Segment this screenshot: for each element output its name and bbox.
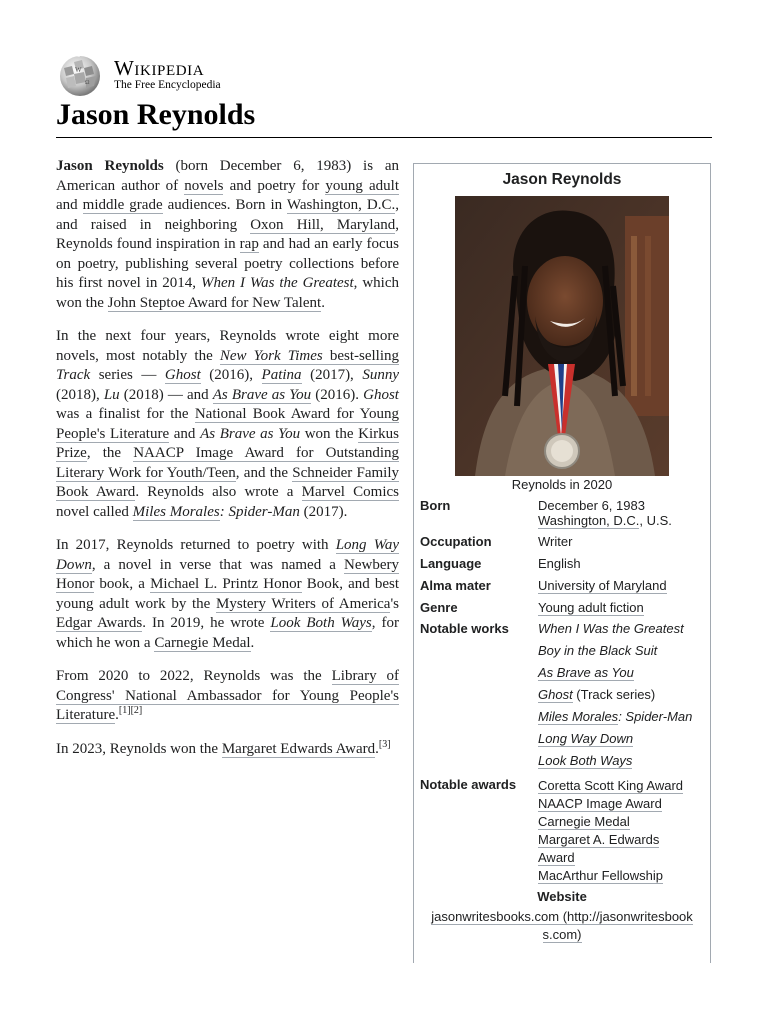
link-text: Miles Morales	[132, 503, 220, 520]
link-award-margaret-edwards-2[interactable]: Award	[538, 850, 575, 865]
award-item	[538, 777, 704, 795]
text: , the	[86, 445, 134, 461]
text: In 2017, Reynolds returned to poetry with	[56, 537, 336, 553]
work-item	[538, 662, 704, 684]
work-item: Boy in the Black Suit	[538, 643, 658, 658]
occupation-value: Writer	[538, 534, 573, 549]
text: , U.S.	[639, 513, 672, 528]
text: and poetry for	[223, 177, 326, 194]
infobox-row-notable-awards	[414, 777, 710, 885]
link-rap[interactable]: rap	[239, 236, 259, 252]
citation-link[interactable]: [2]	[130, 705, 143, 716]
book-title: Lu	[103, 386, 120, 403]
text: In 2023, Reynolds won the	[56, 740, 222, 757]
work-item	[538, 728, 704, 750]
text: (Track series)	[572, 687, 656, 702]
citation-link[interactable]: [1]	[118, 705, 131, 716]
infobox-row-born	[414, 498, 710, 528]
infobox-row-genre	[414, 600, 710, 615]
link-award-carnegie[interactable]: Carnegie Medal	[538, 814, 630, 829]
page-title: Jason Reynolds	[56, 95, 712, 138]
text: and	[169, 425, 201, 442]
notable-works-list	[538, 618, 704, 772]
link-miles-morales[interactable]	[133, 504, 220, 521]
text: novel called	[56, 503, 133, 520]
text: (2016).	[311, 386, 364, 403]
book-title: Sunny	[362, 367, 400, 383]
svg-text:W: W	[75, 66, 82, 74]
text: was a finalist for the	[56, 406, 195, 422]
text: . Reynolds also wrote a	[135, 484, 302, 500]
link-middle-grade[interactable]: middle grade	[82, 197, 163, 213]
notable-awards-label: Notable awards	[420, 777, 517, 792]
book-title: When I Was the Greatest	[200, 275, 354, 291]
link-text: best-selling	[322, 347, 400, 364]
link-john-steptoe-award[interactable]: John Steptoe Award for New Talent	[107, 294, 322, 311]
svg-text:Ω: Ω	[85, 80, 90, 86]
link-washington-dc[interactable]: Washington, D.C.	[286, 197, 396, 213]
link-mystery-writers[interactable]: Mystery Writers of America	[216, 595, 391, 612]
text: .	[250, 634, 255, 651]
link-university-of-maryland[interactable]: University of Maryland	[538, 578, 667, 593]
citation-1[interactable]	[119, 705, 131, 716]
work-item	[538, 706, 704, 728]
infobox	[413, 163, 711, 963]
link-novels[interactable]: novels	[184, 177, 224, 194]
text: In the next four years, Reynolds wrote eight more novels, most notably the	[56, 328, 399, 364]
award-item	[538, 867, 704, 885]
award-item	[538, 795, 704, 813]
link-born-washington[interactable]: Washington, D.C.	[538, 513, 640, 528]
link-patina[interactable]	[262, 367, 302, 384]
link-carnegie-medal[interactable]: Carnegie Medal	[154, 634, 251, 651]
link-national-ambassador[interactable]: Library of Congress' National Ambassador for Young People's Literature	[56, 668, 399, 723]
paragraph-ambassador	[56, 667, 399, 726]
paragraph-edwards	[56, 740, 399, 760]
link-work-long-way-down[interactable]: Long Way Down	[538, 731, 634, 746]
born-place	[538, 513, 704, 528]
link-text: Look Both Ways	[270, 615, 372, 631]
alma-mater-value	[538, 578, 704, 593]
text: , which won the	[56, 275, 399, 311]
link-text: New York Times	[219, 347, 323, 364]
text: .	[375, 740, 379, 757]
photo-caption: Reynolds in 2020	[511, 477, 613, 492]
text: .	[321, 294, 325, 311]
paragraph-poetry	[56, 536, 399, 653]
link-work-ghost[interactable]: Ghost	[538, 687, 573, 702]
citation-link[interactable]: [3]	[378, 738, 391, 750]
award-item	[538, 831, 704, 849]
text: Book, and best young adult work by the	[56, 576, 400, 612]
paragraph-novels	[56, 327, 399, 522]
born-value	[538, 498, 704, 528]
work-item	[538, 684, 704, 706]
link-text: Patina	[261, 367, 302, 383]
link-printz-honor[interactable]: Michael L. Printz Honor	[150, 576, 302, 592]
award-item	[538, 813, 704, 831]
text: series —	[90, 367, 165, 383]
language-label: Language	[420, 556, 482, 571]
link-text: Long Way Down	[56, 537, 399, 573]
occupation-label: Occupation	[420, 534, 492, 549]
text: , and the	[235, 464, 293, 481]
infobox-title: Jason Reynolds	[502, 171, 622, 188]
link-schneider-family-award[interactable]: Schneider Family Book Award	[56, 464, 400, 500]
link-work-miles-morales[interactable]: Miles Morales	[538, 709, 619, 724]
infobox-row-language	[414, 556, 710, 571]
infobox-row-alma-mater	[414, 578, 710, 593]
alma-mater-label: Alma mater	[420, 578, 491, 593]
portrait-photo[interactable]	[455, 196, 669, 476]
link-naacp-image-award[interactable]: NAACP Image Award for Outstanding Literary Work for Youth/Teen	[56, 445, 399, 481]
link-nyt-best-selling[interactable]	[220, 348, 399, 365]
link-national-book-award[interactable]: National Book Award for Young People's Literature	[56, 406, 399, 442]
wikipedia-globe-icon[interactable]	[56, 54, 106, 98]
text: , Reynolds found inspiration in	[56, 216, 399, 252]
born-date: December 6, 1983	[538, 498, 645, 513]
wordmark[interactable]	[114, 57, 221, 92]
text: book, a	[94, 576, 151, 592]
wordmark-title: Wikipedia	[114, 56, 205, 80]
website-label: Website	[537, 889, 587, 904]
infobox-row-notable-works	[414, 618, 710, 772]
link-award-margaret-edwards-1[interactable]: Margaret A. Edwards	[538, 832, 660, 847]
link-marvel-comics[interactable]: Marvel Comics	[301, 484, 399, 500]
link-ghost[interactable]	[165, 367, 201, 384]
work-item: When I Was the Greatest	[538, 621, 684, 636]
subject-name: Jason Reynolds	[56, 158, 164, 174]
text: , for which he won a	[56, 615, 399, 651]
text: From 2020 to 2022, Reynolds was the	[56, 668, 332, 684]
text: . In 2019, he wrote	[142, 615, 271, 631]
paragraph-intro	[56, 157, 399, 313]
link-text: As Brave as You	[212, 386, 312, 403]
link-website-line-1[interactable]: jasonwritesbooks.com (http://jasonwritesbook	[431, 909, 693, 924]
text: audiences. Born in	[162, 197, 287, 213]
link-award-naacp[interactable]: NAACP Image Award	[538, 796, 662, 811]
article-body	[56, 157, 399, 773]
citation-3[interactable]	[379, 739, 391, 750]
text: (2017).	[299, 503, 348, 520]
text: (2018),	[56, 386, 104, 403]
link-margaret-edwards-award[interactable]: Margaret Edwards Award	[221, 740, 376, 757]
website-value	[414, 908, 710, 944]
book-title: Track	[56, 367, 91, 383]
text: .	[115, 707, 119, 723]
link-award-coretta-scott-king[interactable]: Coretta Scott King Award	[538, 778, 684, 793]
link-kirkus-prize[interactable]: Kirkus Prize	[56, 425, 399, 461]
language-value: English	[538, 556, 581, 571]
text: : Spider-Man	[618, 709, 693, 724]
book-title: As Brave as You	[200, 425, 301, 442]
text: 's	[390, 595, 399, 612]
link-look-both-ways[interactable]	[270, 615, 371, 632]
link-oxon-hill[interactable]: Oxon Hill, Maryland	[250, 216, 396, 233]
link-as-brave-as-you[interactable]	[213, 387, 311, 404]
genre-value	[538, 600, 704, 615]
link-edgar-awards[interactable]: Edgar Awards	[56, 615, 143, 631]
link-text: Ghost	[164, 367, 201, 383]
text: (2017),	[301, 367, 363, 383]
text: (2016),	[200, 367, 262, 383]
wordmark-tagline: The Free Encyclopedia	[114, 79, 221, 91]
book-title: Ghost	[363, 386, 399, 403]
text: and had an early focus on poetry, publishing several poetry collections before his first novel in 2014,	[56, 236, 399, 291]
text: , a novel in verse that was named a	[91, 556, 345, 573]
link-work-look-both-ways[interactable]: Look Both Ways	[538, 753, 633, 768]
link-newbery-honor[interactable]: Newbery Honor	[56, 556, 399, 592]
link-website-line-2[interactable]: s.com)	[542, 927, 582, 942]
link-work-as-brave-as-you[interactable]: As Brave as You	[538, 665, 634, 680]
citation-2[interactable]	[131, 705, 143, 716]
link-young-adult[interactable]: young adult	[325, 177, 399, 194]
notable-awards-list	[538, 777, 704, 885]
text: (2018) — and	[119, 386, 213, 403]
book-title: : Spider-Man	[219, 503, 300, 520]
award-item	[538, 849, 704, 867]
genre-label: Genre	[420, 600, 458, 615]
text: and	[56, 197, 83, 213]
notable-works-label: Notable works	[420, 621, 509, 636]
infobox-row-occupation	[414, 534, 710, 549]
site-header	[56, 54, 356, 98]
link-young-adult-fiction[interactable]: Young adult fiction	[538, 600, 644, 615]
born-label: Born	[420, 498, 451, 513]
text: (born December 6, 1983) is an American author of	[56, 158, 400, 194]
work-item	[538, 750, 704, 772]
text: won the	[300, 425, 359, 442]
text: , and raised in neighboring	[56, 197, 399, 233]
link-award-macarthur[interactable]: MacArthur Fellowship	[538, 868, 663, 883]
